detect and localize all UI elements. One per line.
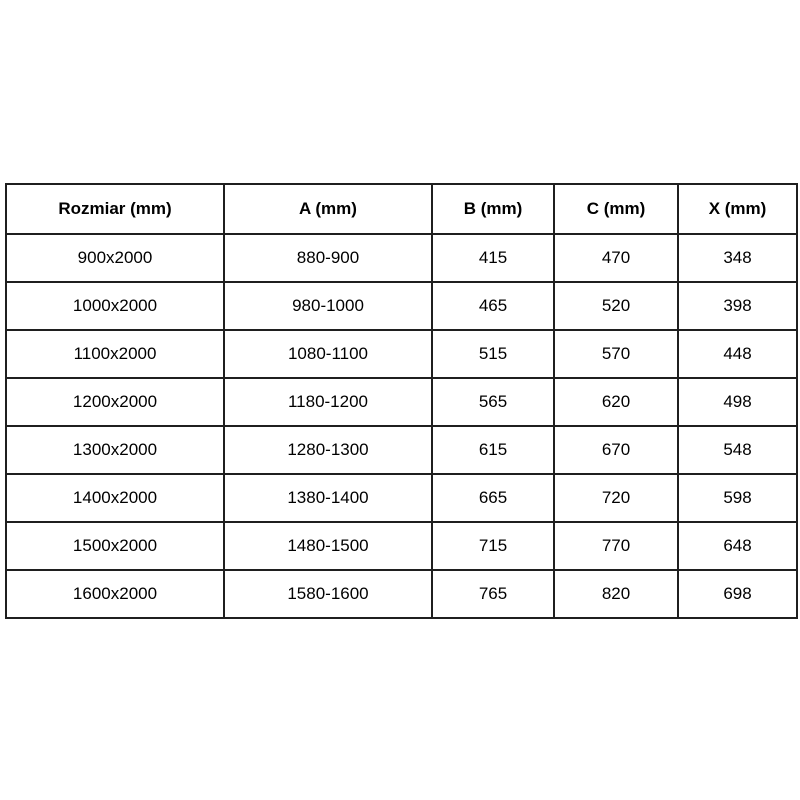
cell-x: 348 <box>678 234 797 282</box>
cell-c: 770 <box>554 522 678 570</box>
cell-b: 565 <box>432 378 554 426</box>
table-body <box>6 234 797 618</box>
cell-rozmiar: 1200x2000 <box>6 378 224 426</box>
cell-c: 670 <box>554 426 678 474</box>
cell-c: 620 <box>554 378 678 426</box>
table-header <box>6 184 797 234</box>
header-cell-b: B (mm) <box>432 184 554 234</box>
table-row <box>6 330 797 378</box>
cell-x: 648 <box>678 522 797 570</box>
table-row <box>6 570 797 618</box>
table-row <box>6 378 797 426</box>
header-row <box>6 184 797 234</box>
cell-c: 520 <box>554 282 678 330</box>
header-cell-a: A (mm) <box>224 184 432 234</box>
cell-a: 1280-1300 <box>224 426 432 474</box>
table-row <box>6 282 797 330</box>
cell-c: 570 <box>554 330 678 378</box>
cell-b: 715 <box>432 522 554 570</box>
cell-b: 465 <box>432 282 554 330</box>
table-row <box>6 474 797 522</box>
cell-a: 980-1000 <box>224 282 432 330</box>
cell-rozmiar: 900x2000 <box>6 234 224 282</box>
cell-a: 1380-1400 <box>224 474 432 522</box>
table-row <box>6 234 797 282</box>
header-cell-c: C (mm) <box>554 184 678 234</box>
cell-a: 1080-1100 <box>224 330 432 378</box>
cell-c: 470 <box>554 234 678 282</box>
table-row <box>6 426 797 474</box>
cell-rozmiar: 1100x2000 <box>6 330 224 378</box>
cell-b: 415 <box>432 234 554 282</box>
cell-rozmiar: 1400x2000 <box>6 474 224 522</box>
cell-rozmiar: 1000x2000 <box>6 282 224 330</box>
dimensions-table <box>5 183 798 619</box>
cell-c: 720 <box>554 474 678 522</box>
table-row <box>6 522 797 570</box>
cell-b: 615 <box>432 426 554 474</box>
cell-x: 398 <box>678 282 797 330</box>
cell-x: 598 <box>678 474 797 522</box>
cell-b: 515 <box>432 330 554 378</box>
cell-x: 498 <box>678 378 797 426</box>
cell-a: 880-900 <box>224 234 432 282</box>
cell-a: 1480-1500 <box>224 522 432 570</box>
header-cell-x: X (mm) <box>678 184 797 234</box>
cell-rozmiar: 1600x2000 <box>6 570 224 618</box>
cell-a: 1580-1600 <box>224 570 432 618</box>
cell-rozmiar: 1300x2000 <box>6 426 224 474</box>
cell-a: 1180-1200 <box>224 378 432 426</box>
header-cell-rozmiar: Rozmiar (mm) <box>6 184 224 234</box>
cell-c: 820 <box>554 570 678 618</box>
cell-x: 698 <box>678 570 797 618</box>
cell-b: 665 <box>432 474 554 522</box>
cell-b: 765 <box>432 570 554 618</box>
cell-rozmiar: 1500x2000 <box>6 522 224 570</box>
cell-x: 548 <box>678 426 797 474</box>
cell-x: 448 <box>678 330 797 378</box>
